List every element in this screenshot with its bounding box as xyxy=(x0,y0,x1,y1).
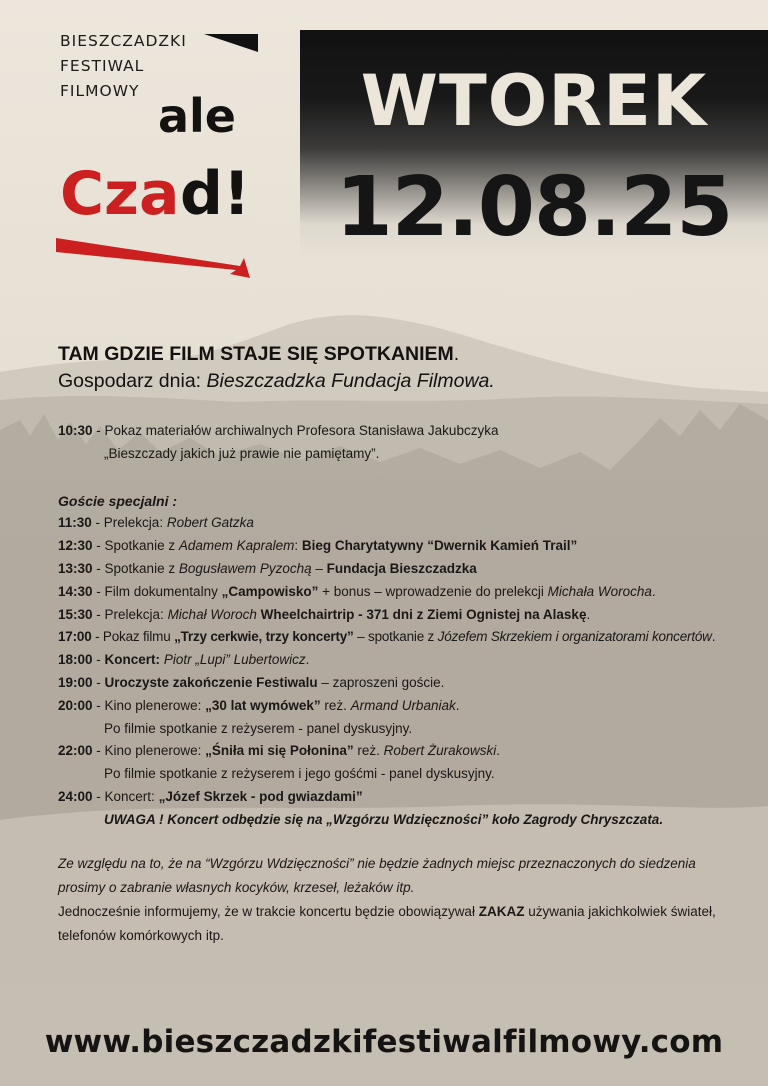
schedule-time: 13:30 xyxy=(58,560,93,576)
schedule-text: . xyxy=(305,652,310,668)
schedule-item-1700 xyxy=(58,626,758,649)
host-name: Bieszczadzka Fundacja Filmowa. xyxy=(206,370,495,392)
audience-note xyxy=(58,852,758,948)
day-header xyxy=(300,30,768,258)
speaker-name: Józefem Skrzekiem i organizatorami koncertów xyxy=(437,629,712,645)
speaker-name: Robert Gatzka xyxy=(166,515,254,531)
schedule-time: 14:30 xyxy=(58,583,93,599)
schedule-text: - Kino plenerowe: xyxy=(92,743,206,759)
schedule-time: 17:00 xyxy=(58,629,92,645)
speaker-name: Michał Woroch xyxy=(167,606,257,622)
note-text: telefonów komórkowych itp. xyxy=(58,928,224,943)
schedule xyxy=(58,420,758,832)
schedule-text: - xyxy=(92,652,105,668)
logo-black-flag xyxy=(204,34,258,52)
concert-warning xyxy=(58,809,758,832)
schedule-text: - Spotkanie z xyxy=(92,538,179,554)
schedule-item-1030-cont xyxy=(58,443,758,466)
schedule-text: Po filmie spotkanie z reżyserem - panel dyskusyjny. xyxy=(104,720,413,736)
headline-text: TAM GDZIE FILM STAJE SIĘ SPOTKANIEM xyxy=(58,343,454,365)
schedule-item-2000-cont xyxy=(58,718,758,741)
schedule-item-1900 xyxy=(58,672,758,695)
ban-text: ZAKAZ xyxy=(478,904,525,919)
schedule-item-1430 xyxy=(58,581,758,604)
schedule-text: „Bieszczady jakich już prawie nie pamiętamy”. xyxy=(104,445,380,461)
event-date: 12.08.25 xyxy=(335,160,733,255)
website-url[interactable]: www.bieszczadzkifestiwalfilmowy.com xyxy=(44,1024,724,1060)
schedule-text: - Film dokumentalny xyxy=(92,583,222,599)
event-title: Koncert: xyxy=(104,652,161,668)
event-title: Wheelchairtrip - 371 dni z Ziemi Ognistej na Alaskę xyxy=(260,606,587,622)
schedule-text: . xyxy=(455,697,460,713)
schedule-item-1800 xyxy=(58,649,758,672)
schedule-text: - Pokaz materiałów archiwalnych Profesora Stanisława Jakubczyka xyxy=(92,423,499,438)
logo-word-czad-red: Cza xyxy=(60,159,180,229)
schedule-text: reż. xyxy=(353,743,384,759)
festival-logo xyxy=(54,28,274,298)
event-title: „Józef Skrzek - pod gwiazdami” xyxy=(158,788,363,804)
schedule-time: 19:00 xyxy=(58,674,93,690)
schedule-text: - Pokaz filmu xyxy=(91,629,175,645)
schedule-text: – zaproszeni goście. xyxy=(317,674,445,690)
event-title: Fundacja Bieszczadzka xyxy=(326,560,477,576)
headline-period: . xyxy=(453,343,460,365)
event-title: „Trzy cerkwie, trzy koncerty” xyxy=(174,629,354,645)
schedule-time: 12:30 xyxy=(58,538,93,554)
schedule-time: 24:00 xyxy=(58,788,93,804)
schedule-item-2200 xyxy=(58,740,758,763)
note-line-3 xyxy=(58,900,758,924)
note-line-4 xyxy=(58,924,758,948)
event-title: „Campowisko” xyxy=(221,583,319,599)
schedule-text: - Kino plenerowe: xyxy=(92,697,206,713)
schedule-time: 22:00 xyxy=(58,743,93,759)
logo-text-festiwal: FESTIWAL xyxy=(60,57,145,75)
schedule-text: . xyxy=(496,743,500,759)
host-of-day xyxy=(58,370,495,393)
logo-red-arrow-icon xyxy=(56,238,250,278)
schedule-text: - Spotkanie z xyxy=(92,560,179,576)
speaker-name: Piotr „Lupi” Lubertowicz xyxy=(163,652,306,668)
schedule-text: - Prelekcja: xyxy=(92,606,168,622)
schedule-item-2400 xyxy=(58,786,758,809)
note-text: używania jakichkolwiek świateł, xyxy=(524,904,716,919)
schedule-item-1030 xyxy=(58,420,758,443)
day-name: WTOREK xyxy=(360,60,708,142)
special-guests-heading: Goście specjalni : xyxy=(58,492,178,509)
warning-text: UWAGA ! Koncert odbędzie się na „Wzgórzu Wdzięczności” koło Zagrody Chryszczata. xyxy=(104,811,664,827)
logo-text-filmowy: FILMOWY xyxy=(60,82,140,100)
logo-word-czad-black: d! xyxy=(180,159,251,229)
schedule-text: : xyxy=(294,538,302,554)
event-title: Uroczyste zakończenie Festiwalu xyxy=(104,674,318,690)
schedule-item-2000 xyxy=(58,695,758,718)
schedule-text: . xyxy=(586,606,591,622)
schedule-time: 10:30 xyxy=(58,423,93,438)
speaker-name: Robert Żurakowski xyxy=(383,743,497,759)
schedule-item-1530 xyxy=(58,604,758,627)
logo-text-bieszczadzki: BIESZCZADZKI xyxy=(60,32,187,50)
event-title: Bieg Charytatywny “Dwernik Kamień Trail” xyxy=(301,538,578,554)
schedule-item-1130 xyxy=(58,512,758,535)
speaker-name: Michała Worocha xyxy=(547,583,652,599)
speaker-name: Armand Urbaniak xyxy=(350,697,456,713)
schedule-time: 11:30 xyxy=(58,515,92,531)
note-line-2 xyxy=(58,876,758,900)
page-headline xyxy=(58,343,459,366)
schedule-text: + bonus – wprowadzenie do prelekcji xyxy=(318,583,548,599)
schedule-text: - Prelekcja: xyxy=(91,515,167,531)
schedule-time: 18:00 xyxy=(58,652,93,668)
speaker-name: Adamem Kapralem xyxy=(178,538,295,554)
schedule-text: Po filmie spotkanie z reżyserem i jego gośćmi - panel dyskusyjny. xyxy=(104,766,495,782)
event-title: „Śniła mi się Połonina” xyxy=(205,743,354,759)
speaker-name: Bogusławem Pyzochą xyxy=(178,560,312,576)
schedule-text: – xyxy=(311,560,327,576)
logo-word-ale: ale xyxy=(158,89,237,143)
schedule-item-2200-cont xyxy=(58,763,758,786)
note-line-1 xyxy=(58,852,758,876)
schedule-text: . xyxy=(711,629,716,645)
schedule-text: - Koncert: xyxy=(92,788,159,804)
schedule-time: 20:00 xyxy=(58,697,93,713)
note-text: Jednocześnie informujemy, że w trakcie koncertu będzie obowiązywał xyxy=(58,904,479,919)
note-text: Ze względu na to, że na “Wzgórzu Wdzięczności” nie będzie żadnych miejsc przeznaczonych do siedzenia xyxy=(58,856,696,871)
host-label: Gospodarz dnia: xyxy=(58,370,207,392)
schedule-time: 15:30 xyxy=(58,606,93,622)
schedule-text: . xyxy=(651,583,656,599)
schedule-text: reż. xyxy=(320,697,351,713)
schedule-item-1330 xyxy=(58,558,758,581)
note-text: prosimy o zabranie własnych kocyków, krzeseł, leżaków itp. xyxy=(58,880,415,895)
schedule-text: – spotkanie z xyxy=(353,629,438,645)
event-title: „30 lat wymówek” xyxy=(205,697,321,713)
schedule-text: - xyxy=(92,674,105,690)
schedule-item-1230 xyxy=(58,535,758,558)
